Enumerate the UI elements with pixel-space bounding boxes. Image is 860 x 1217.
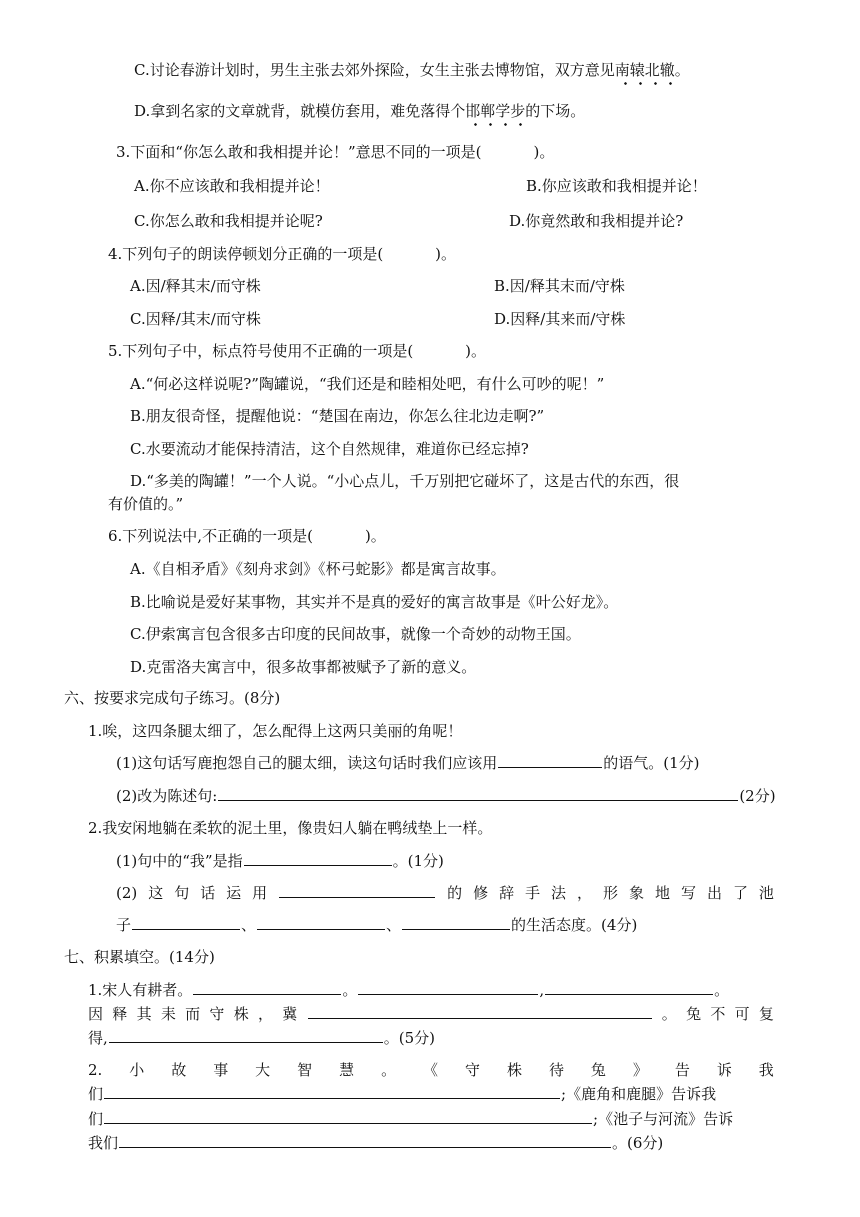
- q6-option-d: D.克雷洛夫寓言中，很多故事都被赋予了新的意义。: [130, 658, 477, 676]
- q4-stem: 4.下列句子的朗读停顿划分正确的一项是( )。: [108, 245, 457, 263]
- s6-q2-part2-blank-d[interactable]: [402, 915, 510, 930]
- q4-option-b: B.因/释其末而/守株: [494, 277, 625, 295]
- s7-item-2-blank-a[interactable]: [104, 1084, 560, 1099]
- s6-q1-part2: (2)改为陈述句: (2分): [116, 787, 776, 805]
- s7-item-2-line4: 我们 。(6分): [88, 1134, 664, 1152]
- s7-item-2-line3: 们 ;《池子与河流》告诉: [88, 1110, 734, 1128]
- s6-q2-part1-blank[interactable]: [244, 851, 392, 866]
- q6-stem: 6.下列说法中,不正确的一项是( )。: [108, 527, 386, 545]
- q3-option-b: B.你应该敢和我相提并论！: [526, 177, 707, 195]
- q5-option-c: C.水要流动才能保持清洁，这个自然规律，难道你已经忘掉?: [130, 440, 529, 458]
- q5-stem: 5.下列句子中，标点符号使用不正确的一项是( )。: [108, 342, 487, 360]
- s7-item-2-line1: 2. 小 故 事 大 智 慧 。 《 守 株 待 兔 》 告 诉 我: [88, 1061, 774, 1079]
- q5-option-d-line1: D.“多美的陶罐！”一个人说。“小心点儿，千万别把它碰坏了，这是古代的东西，很: [130, 472, 680, 490]
- s6-q2-part2-line1: (2) 这 句 话 运 用 的 修 辞 手 法 ， 形 象 地 写 出 了 池: [116, 884, 774, 902]
- s7-item-1-line1: 1.宋人有耕者。 。 , 。: [88, 981, 730, 999]
- s6-q2-part2-blank-b[interactable]: [132, 915, 240, 930]
- s6-q2-part2-blank-a[interactable]: [279, 883, 435, 898]
- s6-q2-part1: (1)句中的“我”是指 。(1分): [116, 852, 444, 870]
- q6-option-c: C.伊索寓言包含很多古印度的民间故事，就像一个奇妙的动物王国。: [130, 625, 581, 643]
- q4-option-c: C.因释/其末/而守株: [130, 310, 261, 328]
- q5-option-b: B.朋友很奇怪，提醒他说：“楚国在南边，你怎么往北边走啊?”: [130, 407, 545, 425]
- q3-stem: 3.下面和“你怎么敢和我相提并论！”意思不同的一项是( )。: [116, 143, 555, 161]
- q3-option-d: D.你竟然敢和我相提并论?: [509, 212, 684, 230]
- q4-option-d: D.因释/其来而/守株: [494, 310, 626, 328]
- s7-item-1-blank-e[interactable]: [109, 1028, 383, 1043]
- s7-item-1-blank-d[interactable]: [308, 1004, 652, 1019]
- section-6-title: 六、按要求完成句子练习。(8分): [64, 689, 281, 707]
- s7-item-1-blank-c[interactable]: [545, 980, 713, 995]
- section-7-title: 七、积累填空。(14分): [64, 948, 215, 966]
- q4-option-a: A.因/释其末/而守株: [130, 277, 261, 295]
- s6-q2-part2-line2: 子 、 、 的生活态度。(4分): [116, 916, 638, 934]
- s7-item-2-blank-b[interactable]: [104, 1109, 592, 1124]
- s7-item-2-line2: 们 ;《鹿角和鹿腿》告诉我: [88, 1085, 717, 1103]
- s7-item-1-line3: 得, 。(5分): [88, 1029, 436, 1047]
- s7-item-1-blank-a[interactable]: [193, 980, 341, 995]
- q6-option-b: B.比喻说是爱好某事物，其实并不是真的爱好的寓言故事是《叶公好龙》。: [130, 593, 619, 611]
- s6-sentence-2: 2.我安闲地躺在柔软的泥土里，像贵妇人躺在鸭绒垫上一样。: [88, 819, 493, 837]
- s6-q1-part1-blank[interactable]: [498, 753, 602, 768]
- q2-option-d: D.拿到名家的文章就背，就模仿套用，难免落得个邯郸学步的下场。: [134, 102, 586, 120]
- q3-option-c: C.你怎么敢和我相提并论呢?: [134, 212, 323, 230]
- s6-q1-part2-blank[interactable]: [218, 786, 738, 801]
- q2-option-c: C.讨论春游计划时，男生主张去郊外探险，女生主张去博物馆，双方意见南辕北辙。: [134, 61, 690, 79]
- s6-q2-part2-blank-c[interactable]: [257, 915, 385, 930]
- s7-item-1-line2: 因 释 其 耒 而 守 株 ， 冀 。 兔 不 可 复: [88, 1005, 774, 1023]
- q6-option-a: A.《自相矛盾》《刻舟求剑》《杯弓蛇影》都是寓言故事。: [130, 560, 506, 578]
- q2-option-d-idiom: 邯郸学步: [465, 102, 526, 120]
- s6-sentence-1: 1.唉，这四条腿太细了，怎么配得上这两只美丽的角呢！: [88, 722, 463, 740]
- s7-item-1-blank-b[interactable]: [358, 980, 538, 995]
- s7-item-2-blank-c[interactable]: [119, 1133, 611, 1148]
- q2-option-c-idiom: 南辕北辙: [614, 61, 675, 79]
- s6-q1-part1: (1)这句话写鹿抱怨自己的腿太细，读这句话时我们应该用 的语气。(1分): [116, 754, 700, 772]
- q5-option-d-line2: 有价值的。”: [108, 495, 184, 513]
- q5-option-a: A.“何必这样说呢?”陶罐说，“我们还是和睦相处吧，有什么可吵的呢！”: [130, 375, 605, 393]
- q3-option-a: A.你不应该敢和我相提并论！: [134, 177, 330, 195]
